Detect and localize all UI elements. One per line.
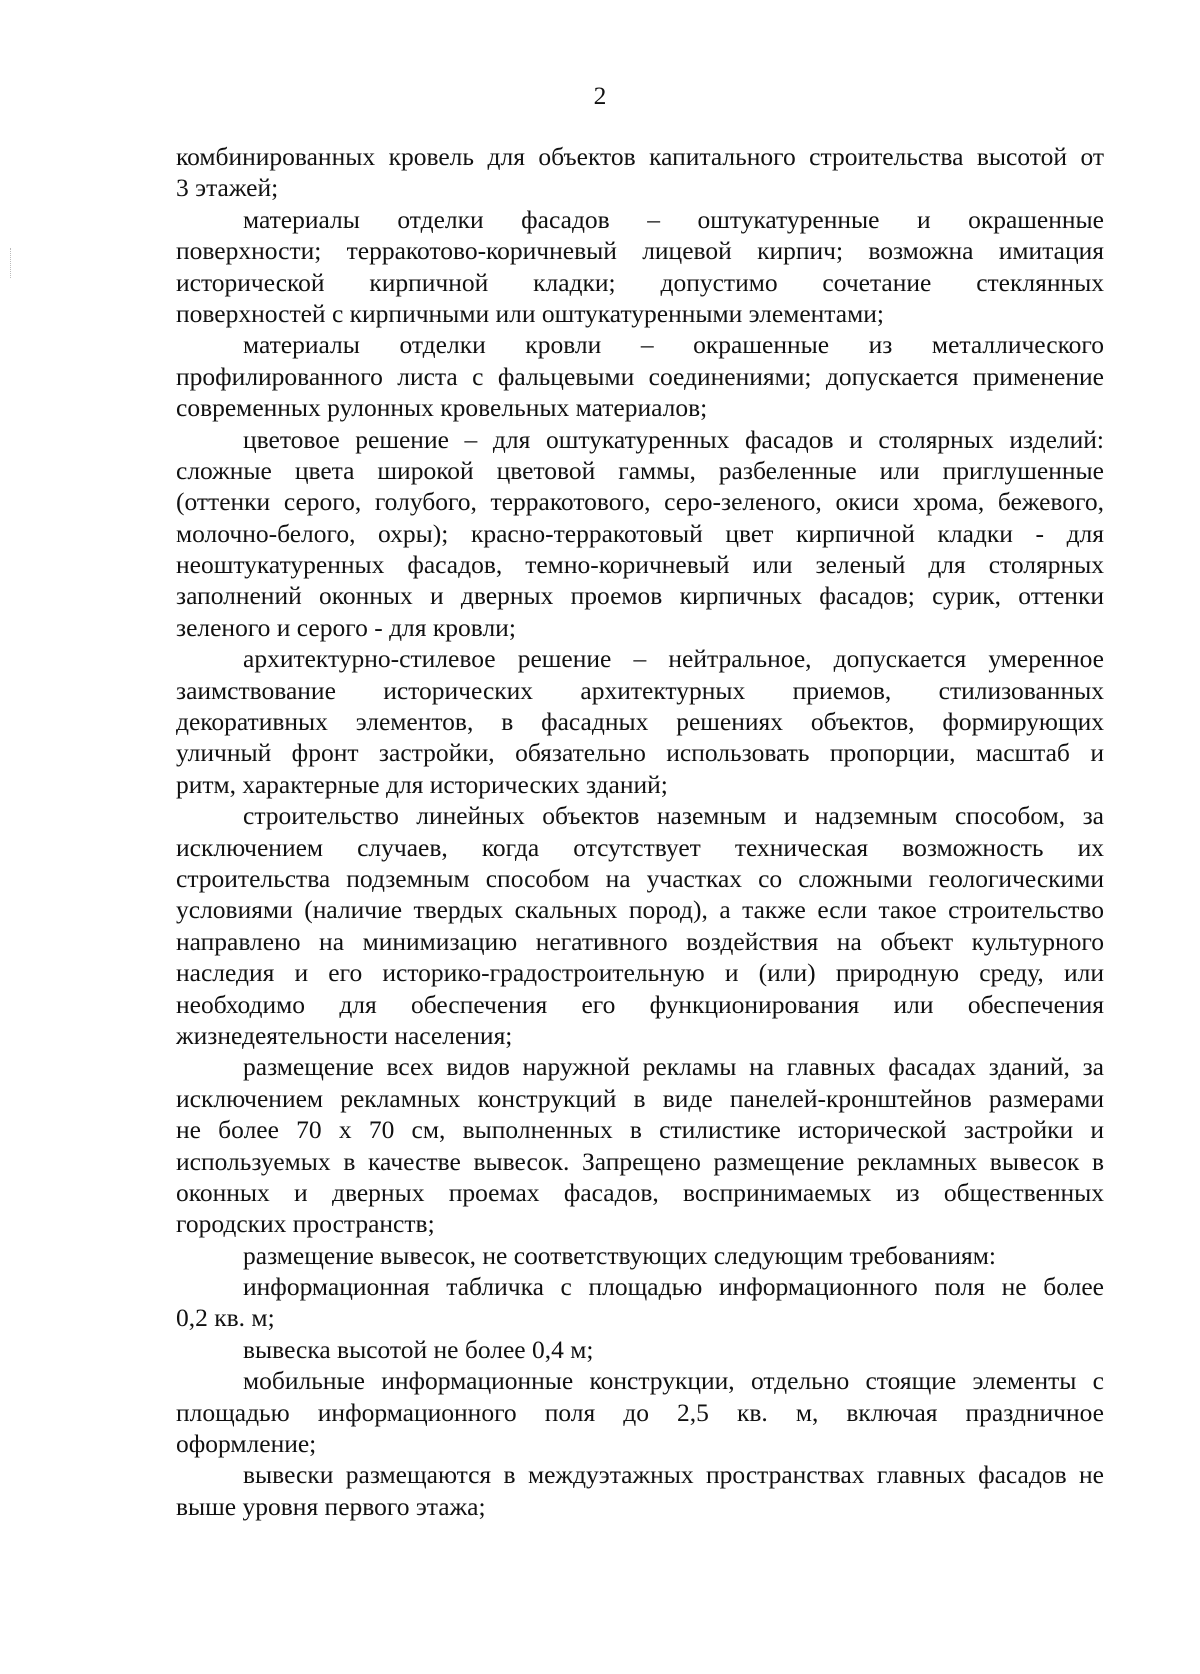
text-line: поверхности; терракотово-коричневый лицевой кирпич; возможна имитация bbox=[176, 236, 1104, 266]
text-line: исключением рекламных конструкций в виде панелей-кронштейнов размерами bbox=[176, 1083, 1104, 1113]
text-line: оконных и дверных проемах фасадов, воспринимаемых из общественных bbox=[176, 1177, 1104, 1207]
text-line: 0,2 кв. м; bbox=[176, 1303, 275, 1333]
binding-marks bbox=[10, 248, 14, 278]
text-line: ритм, характерные для исторических зданий; bbox=[176, 769, 668, 799]
paragraph bbox=[176, 424, 1104, 644]
text-line: современных рулонных кровельных материалов; bbox=[176, 393, 708, 423]
text-line: материалы отделки кровли – окрашенные из металлического bbox=[243, 330, 1104, 360]
text-line: размещение вывесок, не соответствующих следующим требованиям: bbox=[243, 1240, 996, 1270]
paragraph bbox=[176, 1459, 1104, 1522]
paragraph bbox=[176, 1240, 1104, 1271]
paragraph bbox=[176, 329, 1104, 423]
paragraph bbox=[176, 204, 1104, 330]
text-line: комбинированных кровель для объектов капитального строительства высотой от bbox=[176, 142, 1104, 171]
text-line: заполнений оконных и дверных проемов кирпичных фасадов; сурик, оттенки bbox=[176, 581, 1104, 611]
text-line: сложные цвета широкой цветовой гаммы, разбеленные или приглушенные bbox=[176, 455, 1104, 485]
text-line: исключением случаев, когда отсутствует техническая возможность их bbox=[176, 832, 1104, 862]
text-line: молочно-белого, охры); красно-терракотовый цвет кирпичной кладки - для bbox=[176, 518, 1104, 548]
text-line: используемых в качестве вывесок. Запрещено размещение рекламных вывесок в bbox=[176, 1146, 1104, 1176]
text-line: заимствование исторических архитектурных приемов, стилизованных bbox=[176, 675, 1104, 705]
text-line: наследия и его историко-градостроительную и (или) природную среду, или bbox=[176, 958, 1104, 988]
text-line: размещение всех видов наружной рекламы на главных фасадах зданий, за bbox=[243, 1052, 1104, 1082]
text-line: информационная табличка с площадью информационного поля не более bbox=[243, 1272, 1104, 1302]
text-line: 3 этажей; bbox=[176, 173, 279, 203]
text-line: зеленого и серого - для кровли; bbox=[176, 612, 516, 642]
text-line: уличный фронт застройки, обязательно использовать пропорции, масштаб и bbox=[176, 738, 1104, 768]
text-line: мобильные информационные конструкции, отдельно стоящие элементы с bbox=[243, 1366, 1104, 1396]
text-line: не более 70 х 70 см, выполненных в стилистике исторической застройки и bbox=[176, 1115, 1104, 1145]
paragraph bbox=[176, 1365, 1104, 1459]
text-line: условиями (наличие твердых скальных пород), а также если такое строительство bbox=[176, 895, 1104, 925]
text-line: материалы отделки фасадов – оштукатуренные и окрашенные bbox=[243, 204, 1104, 234]
text-line: профилированного листа с фальцевыми соединениями; допускается применение bbox=[176, 361, 1104, 391]
text-line: цветовое решение – для оштукатуренных фасадов и столярных изделий: bbox=[243, 424, 1104, 454]
paragraph bbox=[176, 643, 1104, 800]
text-line: жизнедеятельности населения; bbox=[176, 1020, 513, 1050]
document-body bbox=[176, 141, 1104, 1522]
text-line: строительства подземным способом на участках со сложными геологическими bbox=[176, 863, 1104, 893]
text-line: исторической кирпичной кладки; допустимо сочетание стеклянных bbox=[176, 267, 1104, 297]
text-line: архитектурно-стилевое решение – нейтральное, допускается умеренное bbox=[243, 644, 1104, 674]
text-line: строительство линейных объектов наземным и надземным способом, за bbox=[243, 801, 1104, 831]
text-line: декоративных элементов, в фасадных решениях объектов, формирующих bbox=[176, 707, 1104, 737]
text-line: площадью информационного поля до 2,5 кв. м, включая праздничное bbox=[176, 1397, 1104, 1427]
text-line: оформление; bbox=[176, 1429, 317, 1459]
text-line: неоштукатуренных фасадов, темно-коричневый или зеленый для столярных bbox=[176, 550, 1104, 580]
text-line: необходимо для обеспечения его функционирования или обеспечения bbox=[176, 989, 1104, 1019]
text-line: городских пространств; bbox=[176, 1209, 435, 1239]
text-line: (оттенки серого, голубого, терракотового, серо-зеленого, окиси хрома, бежевого, bbox=[176, 487, 1104, 517]
paragraph bbox=[176, 1271, 1104, 1334]
page-number: 2 bbox=[593, 81, 607, 110]
paragraph bbox=[176, 141, 1104, 204]
text-line: вывески размещаются в междуэтажных пространствах главных фасадов не bbox=[243, 1460, 1104, 1490]
text-line: вывеска высотой не более 0,4 м; bbox=[243, 1334, 594, 1364]
text-line: поверхностей с кирпичными или оштукатуренными элементами; bbox=[176, 298, 884, 328]
text-line: выше уровня первого этажа; bbox=[176, 1491, 486, 1521]
paragraph bbox=[176, 1051, 1104, 1239]
text-line: направлено на минимизацию негативного воздействия на объект культурного bbox=[176, 926, 1104, 956]
paragraph bbox=[176, 1334, 1104, 1365]
paragraph bbox=[176, 800, 1104, 1051]
